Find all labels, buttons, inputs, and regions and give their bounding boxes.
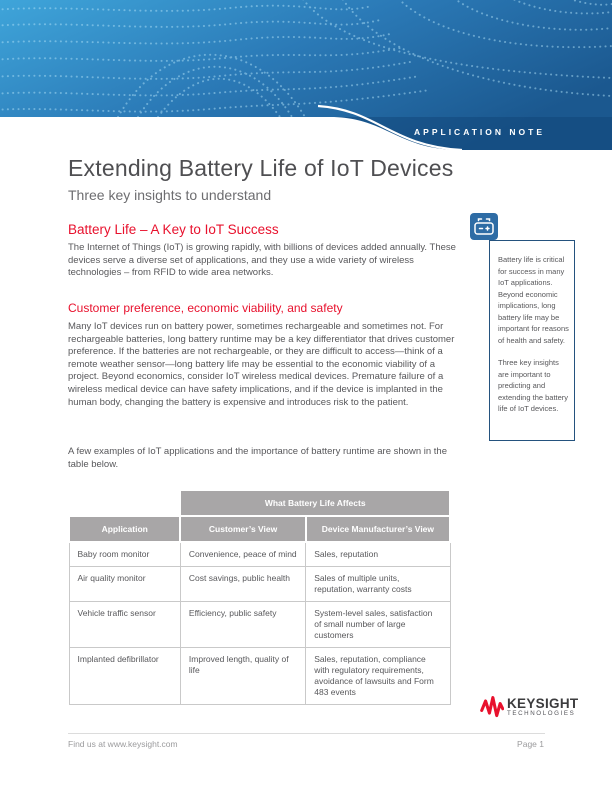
keysight-logo bbox=[480, 692, 580, 722]
battery-icon bbox=[470, 213, 498, 240]
footer-divider bbox=[68, 733, 545, 734]
cell-manufacturer-view: System-level sales, satisfaction of small number of large customers bbox=[306, 602, 450, 648]
cell-manufacturer-view: Sales, reputation bbox=[306, 542, 450, 567]
table-row bbox=[69, 602, 450, 648]
sidebar-paragraph-1: Battery life is critical for success in many IoT applications. Beyond economic implications, long battery life may be important for reasons of health and safety. bbox=[498, 255, 569, 345]
table-span-header-row bbox=[69, 490, 450, 516]
column-header-manufacturers-view: Device Manufacturer’s View bbox=[306, 516, 450, 542]
sidebar-callout bbox=[489, 240, 575, 441]
logo-brand-name: KEYSIGHT bbox=[507, 696, 579, 711]
keysight-spark-icon bbox=[480, 695, 504, 719]
cell-application: Baby room monitor bbox=[69, 542, 180, 567]
table-row bbox=[69, 542, 450, 567]
table-blank-cell bbox=[69, 490, 180, 516]
table-span-header: What Battery Life Affects bbox=[180, 490, 450, 516]
table-row bbox=[69, 567, 450, 602]
page-title: Extending Battery Life of IoT Devices bbox=[68, 155, 454, 181]
page-subtitle: Three key insights to understand bbox=[68, 187, 272, 203]
table-row bbox=[69, 648, 450, 705]
logo-sub-name: TECHNOLOGIES bbox=[507, 710, 576, 717]
column-header-application: Application bbox=[69, 516, 180, 542]
cell-application: Air quality monitor bbox=[69, 567, 180, 602]
sidebar-paragraph-2: Three key insights are important to predicting and extending the battery life of IoT devices. bbox=[498, 358, 569, 413]
paragraph-battery-power: Many IoT devices run on battery power, sometimes rechargeable and sometimes not. For rechargeable batteries, long battery runtime may be a key differentiator that drives customer preference. If the batteries are not rechargeable, or they are difficult to access—think of a remote weather sensor—long battery life may be essential to the economic viability of a project. Beyond economics, consider IoT wireless medical devices. Premature failure of a wireless medical device can have safety implications, and if the device is implanted in the human body, changing the battery is expensive and introduces risk to the patient. bbox=[68, 321, 455, 408]
footer-website-link[interactable]: Find us at www.keysight.com bbox=[68, 739, 178, 749]
section-heading-customer-preference: Customer preference, economic viability, and safety bbox=[68, 301, 343, 315]
footer-page-number: Page 1 bbox=[517, 739, 544, 749]
column-header-customers-view: Customer’s View bbox=[180, 516, 305, 542]
cell-application: Vehicle traffic sensor bbox=[69, 602, 180, 648]
cell-customer-view: Cost savings, public health bbox=[180, 567, 305, 602]
cell-customer-view: Convenience, peace of mind bbox=[180, 542, 305, 567]
cell-manufacturer-view: Sales, reputation, compliance with regulatory requirements, avoidance of lawsuits and Form 483 events bbox=[306, 648, 450, 705]
paragraph-intro: The Internet of Things (IoT) is growing rapidly, with billions of devices added annually. These devices serve a diverse set of applications, and they use a wide variety of wireless technologies – from RFID to wide area networks. bbox=[68, 242, 456, 279]
cell-manufacturer-view: Sales of multiple units, reputation, warranty costs bbox=[306, 567, 450, 602]
section-heading-battery-life: Battery Life – A Key to IoT Success bbox=[68, 222, 279, 237]
cell-customer-view: Efficiency, public safety bbox=[180, 602, 305, 648]
logo-text bbox=[507, 697, 578, 717]
cell-customer-view: Improved length, quality of life bbox=[180, 648, 305, 705]
table-column-header-row bbox=[69, 516, 450, 542]
header-banner bbox=[0, 0, 612, 150]
application-note-label: APPLICATION NOTE bbox=[414, 127, 545, 137]
cell-application: Implanted defibrillator bbox=[69, 648, 180, 705]
paragraph-table-intro: A few examples of IoT applications and the importance of battery runtime are shown in the table below. bbox=[68, 446, 447, 470]
battery-life-table bbox=[68, 489, 451, 705]
